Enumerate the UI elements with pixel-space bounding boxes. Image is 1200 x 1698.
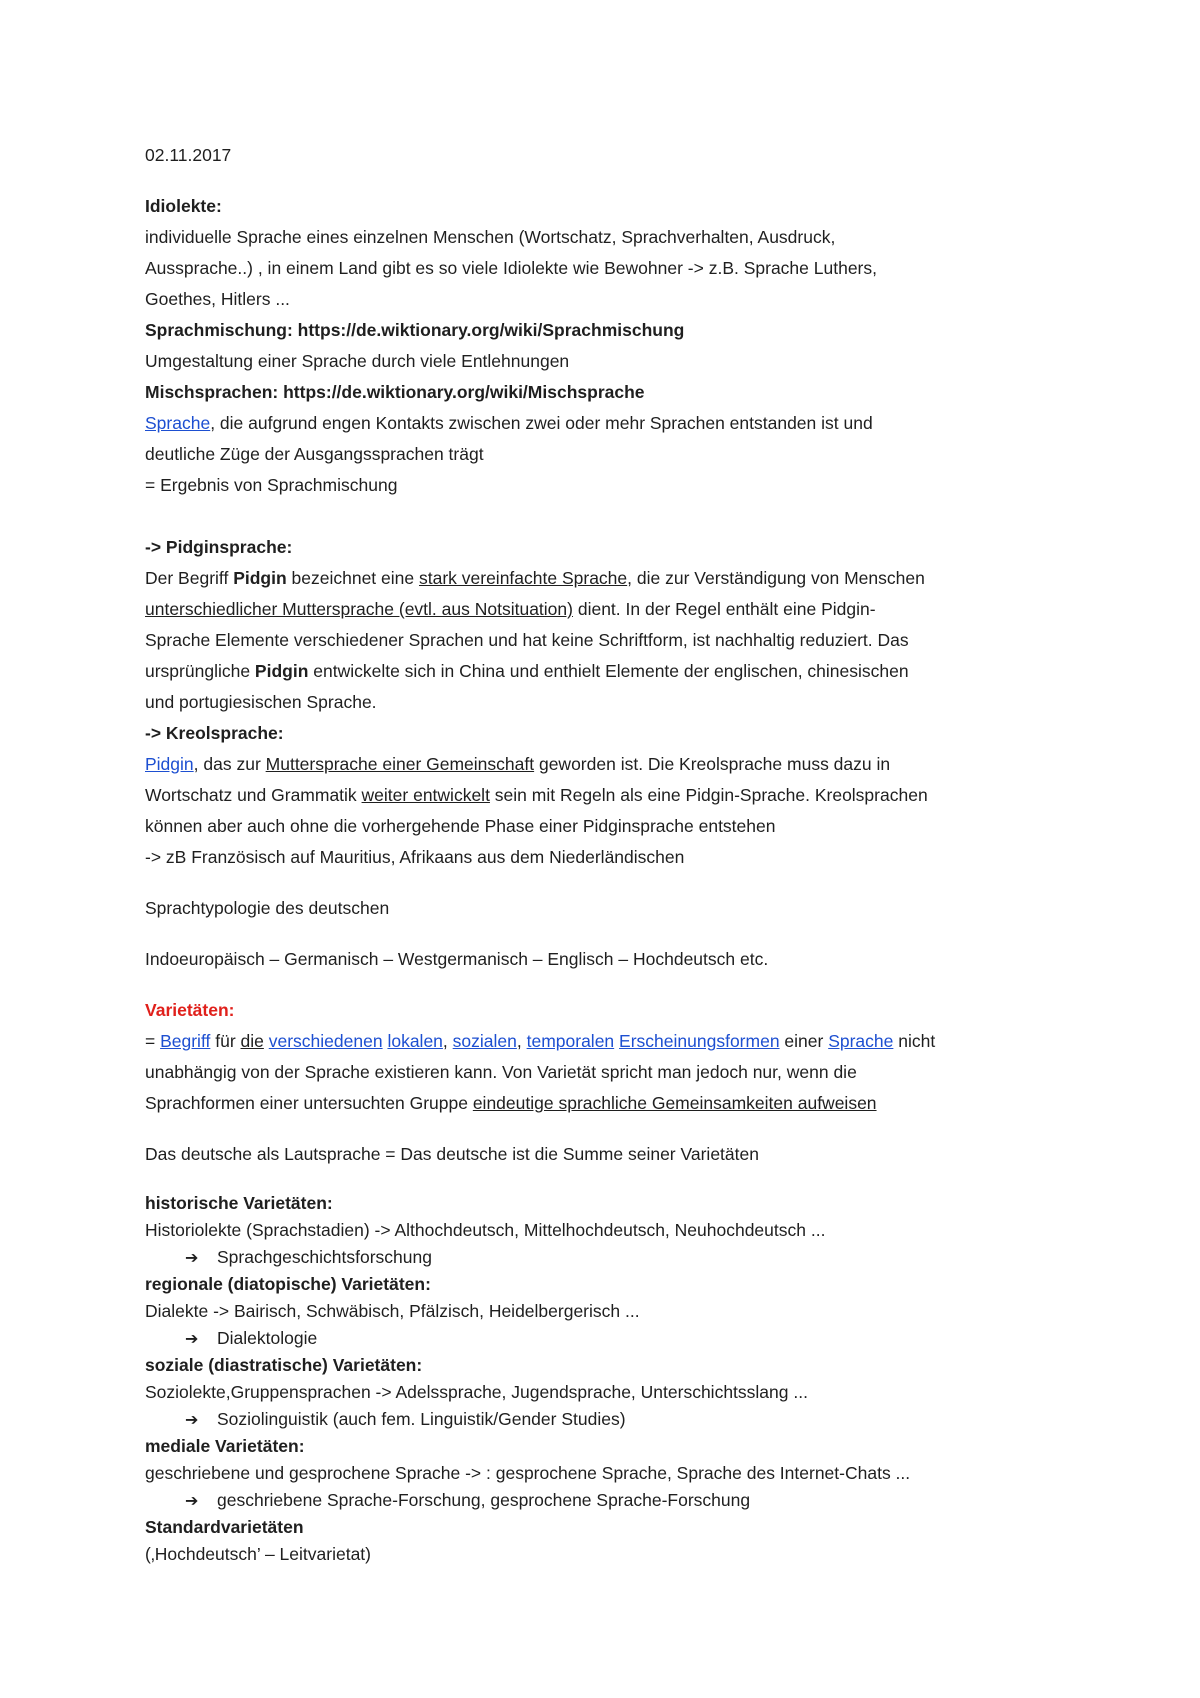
varietaeten-text: , xyxy=(516,1031,527,1051)
kreol-underlined: weiter entwickelt xyxy=(361,785,490,805)
mischsprachen-line-2: deutliche Züge der Ausgangssprachen trägt xyxy=(145,444,484,464)
kreol-text: geworden ist. Die Kreolsprache muss dazu in xyxy=(534,754,891,774)
arrow-right-icon: ➔ xyxy=(185,1410,199,1429)
pidgin-underlined: stark vereinfachte Sprache xyxy=(418,568,628,588)
varietaeten-line-1 xyxy=(145,1026,1085,1057)
verschiedenen-link[interactable]: verschiedenen xyxy=(268,1031,383,1051)
varietaeten-underlined: eindeutige sprachliche Gemeinsamkeiten aufweisen xyxy=(472,1093,877,1113)
kreol-text: Wortschatz und Grammatik xyxy=(145,785,362,805)
kategorie-arrow-text: Dialektologie xyxy=(217,1328,318,1348)
mischsprachen-line-3: = Ergebnis von Sprachmischung xyxy=(145,475,398,495)
pidgin-term: Pidgin xyxy=(233,568,287,588)
varietaeten-summary: Das deutsche als Lautsprache = Das deutsche ist die Summe seiner Varietäten xyxy=(145,1144,759,1164)
standard-text: (‚Hochdeutsch’ – Leitvarietat) xyxy=(145,1544,371,1564)
sprachmischung-text: Umgestaltung einer Sprache durch viele Entlehnungen xyxy=(145,351,570,371)
typologie-chain: Indoeuropäisch – Germanisch – Westgermanisch – Englisch – Hochdeutsch etc. xyxy=(145,949,769,969)
pidgin-text: Der Begriff xyxy=(145,568,234,588)
standard-heading: Standardvarietäten xyxy=(145,1517,304,1537)
varietaeten-heading: Varietäten: xyxy=(145,1000,235,1020)
kreol-line-2 xyxy=(145,780,1085,811)
varietaeten-text: einer xyxy=(779,1031,829,1051)
kategorie-arrow-text: Soziolinguistik (auch fem. Linguistik/Gender Studies) xyxy=(217,1409,626,1429)
varietaeten-text: , xyxy=(442,1031,453,1051)
pidgin-text: , die zur Verständigung von Menschen xyxy=(627,568,925,588)
typologie-title: Sprachtypologie des deutschen xyxy=(145,898,390,918)
varietaeten-underlined: die xyxy=(240,1031,264,1051)
kategorie-text: Dialekte -> Bairisch, Schwäbisch, Pfälzisch, Heidelbergerisch ... xyxy=(145,1301,640,1321)
pidgin-link[interactable]: Pidgin xyxy=(145,754,194,774)
sprache-link-2[interactable]: Sprache xyxy=(828,1031,894,1051)
kategorie-arrow-text: geschriebene Sprache-Forschung, gesprochene Sprache-Forschung xyxy=(217,1490,751,1510)
pidgin-text: dient. In der Regel enthält eine Pidgin- xyxy=(572,599,876,619)
pidgin-line-3: Sprache Elemente verschiedener Sprachen und hat keine Schriftform, ist nachhaltig reduziert. Das xyxy=(145,630,909,650)
arrow-right-icon: ➔ xyxy=(185,1491,199,1510)
kategorie-heading: regionale (diatopische) Varietäten: xyxy=(145,1274,431,1294)
varietaeten-line-2: unabhängig von der Sprache existieren kann. Von Varietät spricht man jedoch nur, wenn die xyxy=(145,1062,857,1082)
sprache-link[interactable]: Sprache xyxy=(145,413,211,433)
document-page xyxy=(145,140,1085,1568)
kreol-line-1 xyxy=(145,749,1085,780)
varietaeten-text: nicht xyxy=(893,1031,936,1051)
temporalen-link[interactable]: temporalen xyxy=(526,1031,615,1051)
kreol-line-4: -> zB Französisch auf Mauritius, Afrikaans aus dem Niederländischen xyxy=(145,847,685,867)
mischsprachen-heading: Mischsprachen: https://de.wiktionary.org/wiki/Mischsprache xyxy=(145,382,645,402)
pidgin-text: ursprüngliche xyxy=(145,661,255,681)
idiolekte-heading: Idiolekte: xyxy=(145,196,222,216)
kategorie-text: Soziolekte,Gruppensprachen -> Adelssprache, Jugendsprache, Unterschichtsslang ... xyxy=(145,1382,808,1402)
kategorien-list xyxy=(145,1190,1085,1568)
kreol-text: , das zur xyxy=(193,754,266,774)
arrow-right-icon: ➔ xyxy=(185,1248,199,1267)
pidgin-heading: -> Pidginsprache: xyxy=(145,537,293,557)
pidgin-line-2 xyxy=(145,594,1085,625)
sozialen-link[interactable]: sozialen xyxy=(452,1031,517,1051)
kreol-underlined: Muttersprache einer Gemeinschaft xyxy=(265,754,535,774)
kategorie-arrow-row xyxy=(145,1244,1085,1271)
kategorie-arrow-row xyxy=(145,1325,1085,1352)
mischsprachen-line-1-text: , die aufgrund engen Kontakts zwischen zwei oder mehr Sprachen entstanden ist und xyxy=(210,413,873,433)
kategorie-heading: historische Varietäten: xyxy=(145,1193,333,1213)
idiolekte-line-3: Goethes, Hitlers ... xyxy=(145,289,290,309)
pidgin-text: bezeichnet eine xyxy=(286,568,419,588)
kategorie-arrow-row xyxy=(145,1406,1085,1433)
idiolekte-line-2: Aussprache..) , in einem Land gibt es so viele Idiolekte wie Bewohner -> z.B. Sprache Luthers, xyxy=(145,258,877,278)
kategorie-heading: soziale (diastratische) Varietäten: xyxy=(145,1355,423,1375)
pidgin-line-1 xyxy=(145,563,1085,594)
kategorie-text: geschriebene und gesprochene Sprache -> : gesprochene Sprache, Sprache des Internet-Chats ... xyxy=(145,1463,911,1483)
kreol-text: sein mit Regeln als eine Pidgin-Sprache. Kreolsprachen xyxy=(489,785,928,805)
sprachmischung-heading: Sprachmischung: https://de.wiktionary.org/wiki/Sprachmischung xyxy=(145,320,685,340)
varietaeten-text: = xyxy=(145,1031,161,1051)
kategorie-arrow-text: Sprachgeschichtsforschung xyxy=(217,1247,432,1267)
pidgin-line-5: und portugiesischen Sprache. xyxy=(145,692,377,712)
varietaeten-line-3 xyxy=(145,1088,1085,1119)
mischsprachen-line-1 xyxy=(145,408,1085,439)
kreol-heading: -> Kreolsprache: xyxy=(145,723,284,743)
erscheinungsformen-link[interactable]: Erscheinungsformen xyxy=(619,1031,780,1051)
begriff-link[interactable]: Begriff xyxy=(160,1031,211,1051)
arrow-right-icon: ➔ xyxy=(185,1329,199,1348)
idiolekte-line-1: individuelle Sprache eines einzelnen Menschen (Wortschatz, Sprachverhalten, Ausdruck, xyxy=(145,227,836,247)
kategorie-arrow-row xyxy=(145,1487,1085,1514)
varietaeten-text: für xyxy=(210,1031,241,1051)
kategorie-heading: mediale Varietäten: xyxy=(145,1436,305,1456)
pidgin-underlined: unterschiedlicher Muttersprache (evtl. aus Notsituation) xyxy=(145,599,573,619)
pidgin-text: entwickelte sich in China und enthielt Elemente der englischen, chinesischen xyxy=(308,661,909,681)
pidgin-line-4 xyxy=(145,656,1085,687)
pidgin-term: Pidgin xyxy=(254,661,309,681)
kreol-line-3: können aber auch ohne die vorhergehende Phase einer Pidginsprache entstehen xyxy=(145,816,776,836)
lokalen-link[interactable]: lokalen xyxy=(387,1031,443,1051)
document-date: 02.11.2017 xyxy=(145,145,232,165)
kategorie-text: Historiolekte (Sprachstadien) -> Althochdeutsch, Mittelhochdeutsch, Neuhochdeutsch ... xyxy=(145,1220,826,1240)
varietaeten-text: Sprachformen einer untersuchten Gruppe xyxy=(145,1093,473,1113)
